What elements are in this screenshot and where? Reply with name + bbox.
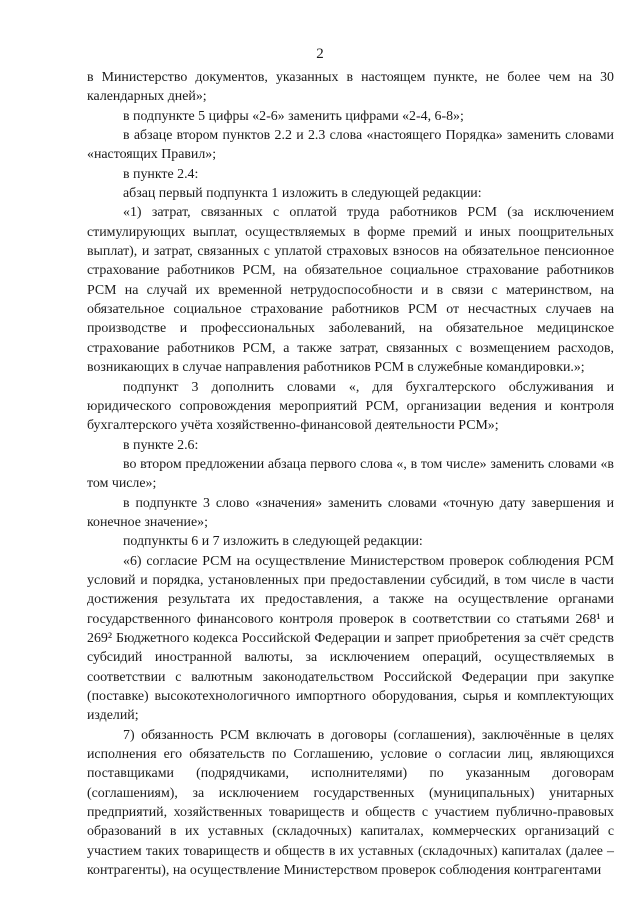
paragraph-7: подпункт 3 дополнить словами «, для бухгалтерского обслуживания и юридического сопровождения мероприятий РСМ, организации ведения и контроля бухгалтерского учёта хозяйственно-финансовой деятельности РСМ»;: [87, 379, 614, 434]
paragraph-6: «1) затрат, связанных с оплатой труда работников РСМ (за исключением стимулирующих выплат, осуществляемых в форме премий и иных поощрительных выплат), и затрат, связанных с уплатой страховых взносов на обязательное пенсионное страхование работников РСМ, на обязательное социальное страхование работников РСМ на случай их временной нетрудоспособности и в связи с материнством, на обязательное социальное страхование работников РСМ от несчастных случаев на производстве и профессиональных заболеваний, на обязательное медицинское страхование работников РСМ, а также затрат, связанных с возмещением расходов, возникающих в случае направления работников РСМ в служебные командировки.»;: [87, 205, 614, 376]
paragraph-3: в абзаце втором пунктов 2.2 и 2.3 слова «настоящего Порядка» заменить словами «настоящих Правил»;: [87, 128, 614, 163]
document-body: [87, 68, 614, 880]
paragraph-9: во втором предложении абзаца первого слова «, в том числе» заменить словами «в том числе»;: [87, 456, 614, 492]
paragraph-8: в пункте 2.6:: [123, 437, 199, 453]
paragraph-1: в Министерство документов, указанных в настоящем пункте, не более чем на 30 календарных дней»;: [87, 70, 614, 105]
page-number: 2: [316, 46, 324, 62]
paragraph-13: 7) обязанность РСМ включать в договоры (соглашения), заключённые в целях исполнения его обязательств по Соглашению, условие о согласии лиц, являющихся поставщиками (подрядчиками, исполнителями) по указанным договорам (соглашениям), за исключением государственных (муниципальных) унитарных предприятий, хозяйственных товариществ и обществ с участием публично-правовых образований в их уставных (складочных) капиталах, коммерческих организаций с участием таких товариществ и обществ в их уставных (складочных) капиталах (далее – контрагенты), на осуществление Министерством проверок соблюдения контрагентами: [87, 727, 614, 879]
paragraph-11: подпункты 6 и 7 изложить в следующей редакции:: [123, 534, 423, 550]
paragraph-5: абзац первый подпункта 1 изложить в следующей редакции:: [123, 186, 482, 202]
paragraph-4: в пункте 2.4:: [123, 166, 199, 182]
paragraph-2: в подпункте 5 цифры «2-6» заменить цифрами «2-4, 6-8»;: [123, 108, 464, 124]
paragraph-10: в подпункте 3 слово «значения» заменить словами «точную дату завершения и конечное значение»;: [87, 495, 614, 530]
paragraph-12: «6) согласие РСМ на осуществление Министерством проверок соблюдения РСМ условий и порядка, установленных при предоставлении субсидий, в том числе в части достижения результата их предоставления, а также на осуществление органами государственного финансового контроля проверок в соответствии со статьями 268¹ и 269² Бюджетного кодекса Российской Федерации и запрет приобретения за счёт средств субсидий иностранной валюты, за исключением операций, осуществляемых в соответствии с валютным законодательством Российской Федерации при закупке (поставке) высокотехнологичного импортного оборудования, сырья и комплектующих изделий;: [87, 553, 614, 724]
